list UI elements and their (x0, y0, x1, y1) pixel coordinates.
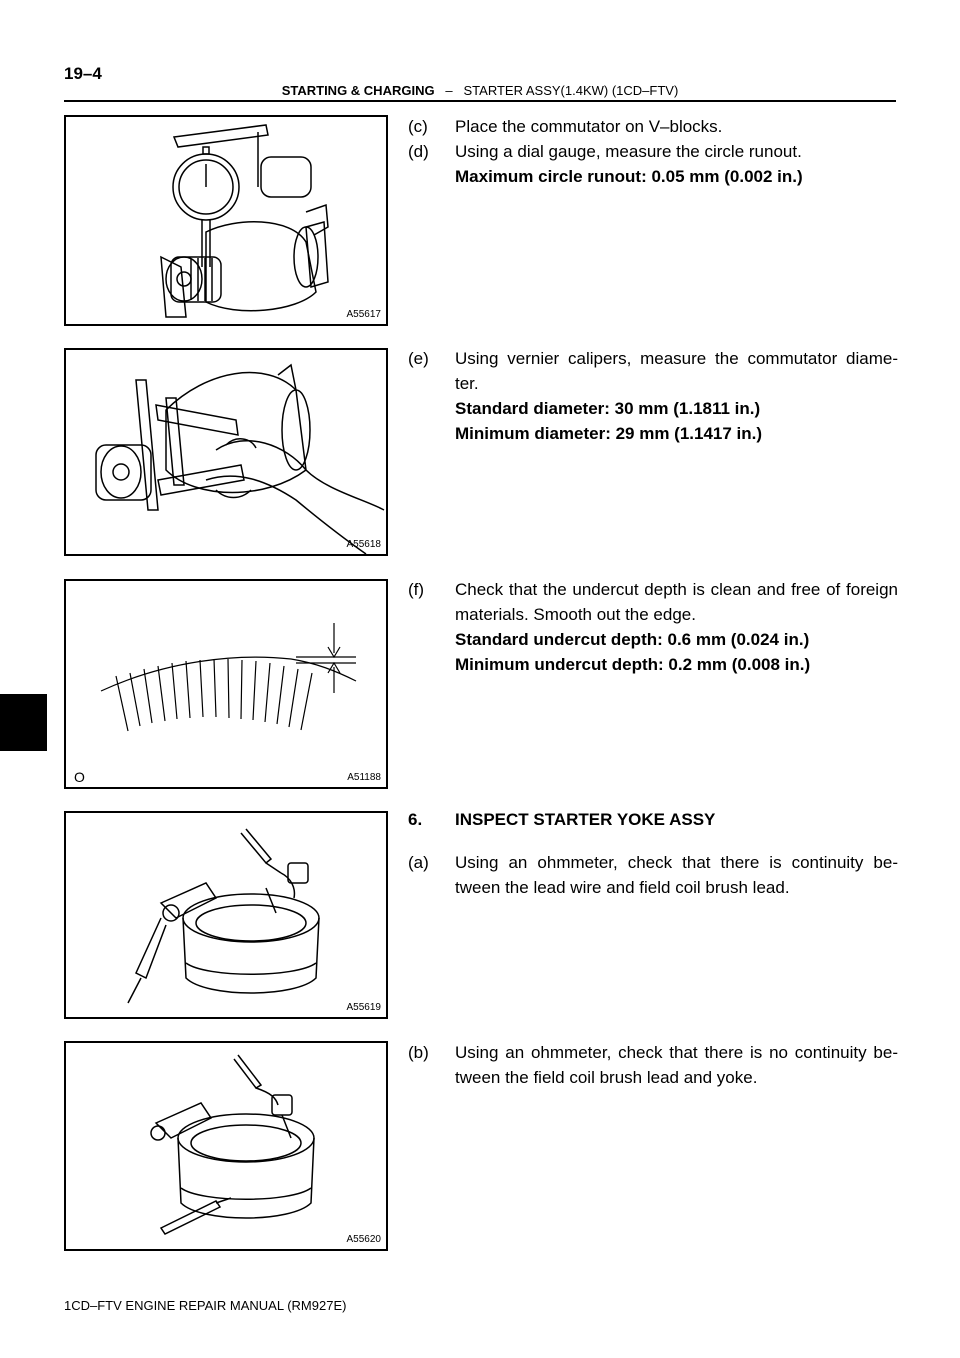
header-separator: – (445, 83, 453, 98)
step-text: Using a dial gauge, measure the circle runout. (455, 142, 802, 161)
step-text: Check that the undercut depth is clean and free of foreign materials. Smooth out the edge. (455, 580, 898, 624)
figure-mark: O (74, 769, 85, 785)
step-text: Using an ohmmeter, check that there is no continuity be- tween the field coil brush lead and yoke. (455, 1043, 898, 1087)
spec-max-circle-runout: Maximum circle runout: 0.05 mm (0.002 in.) (455, 167, 803, 186)
figure-code: A51188 (347, 772, 381, 783)
page-number: 19–4 (64, 64, 102, 83)
step-label: (b) (408, 1043, 429, 1062)
spec-minimum-diameter: Minimum diameter: 29 mm (1.1417 in.) (455, 424, 763, 443)
figure-yoke-no-continuity (64, 1041, 388, 1251)
dial-gauge-illustration (66, 117, 386, 324)
step-label: (c) (408, 117, 428, 136)
figure-code: A55618 (346, 539, 381, 550)
heading-title: INSPECT STARTER YOKE ASSY (455, 810, 716, 829)
spec-minimum-undercut-depth: Minimum undercut depth: 0.2 mm (0.008 in.) (455, 655, 811, 674)
subsection-title: STARTER ASSY(1.4KW) (1CD–FTV) (463, 83, 679, 98)
vernier-calipers-illustration (66, 350, 386, 554)
section-tab-marker (0, 694, 47, 751)
step-text: Using an ohmmeter, check that there is continuity be- tween the lead wire and field coil brush lead. (455, 853, 898, 897)
step-label: (f) (408, 580, 425, 599)
step-label: (e) (408, 349, 429, 368)
step-b (408, 1040, 898, 1090)
figure-vernier-calipers (64, 348, 388, 556)
spec-standard-undercut-depth: Standard undercut depth: 0.6 mm (0.024 in.) (455, 630, 810, 649)
heading-number: 6. (408, 810, 423, 829)
step-text: Using vernier calipers, measure the commutator diame- ter. (455, 349, 898, 393)
step-d (408, 139, 898, 189)
step-a (408, 850, 898, 900)
step-label: (d) (408, 142, 429, 161)
step-f (408, 577, 898, 677)
section-title: STARTING & CHARGING (281, 83, 435, 98)
yoke-continuity-illustration (66, 813, 386, 1017)
spec-standard-diameter: Standard diameter: 30 mm (1.1811 in.) (455, 399, 761, 418)
step-c (408, 114, 898, 139)
running-header (64, 83, 896, 98)
yoke-no-continuity-illustration (66, 1043, 386, 1249)
figure-undercut-depth (64, 579, 388, 789)
figure-dial-gauge (64, 115, 388, 326)
step-label: (a) (408, 853, 429, 872)
step-e (408, 346, 898, 446)
figure-yoke-continuity (64, 811, 388, 1019)
header-rule (64, 100, 896, 102)
figure-code: A55619 (346, 1002, 381, 1013)
figure-code: A55620 (346, 1234, 381, 1245)
footer: 1CD–FTV ENGINE REPAIR MANUAL (RM927E) (64, 1298, 347, 1313)
step-text: Place the commutator on V–blocks. (455, 117, 723, 136)
undercut-depth-illustration (66, 581, 386, 787)
figure-code: A55617 (346, 309, 381, 320)
